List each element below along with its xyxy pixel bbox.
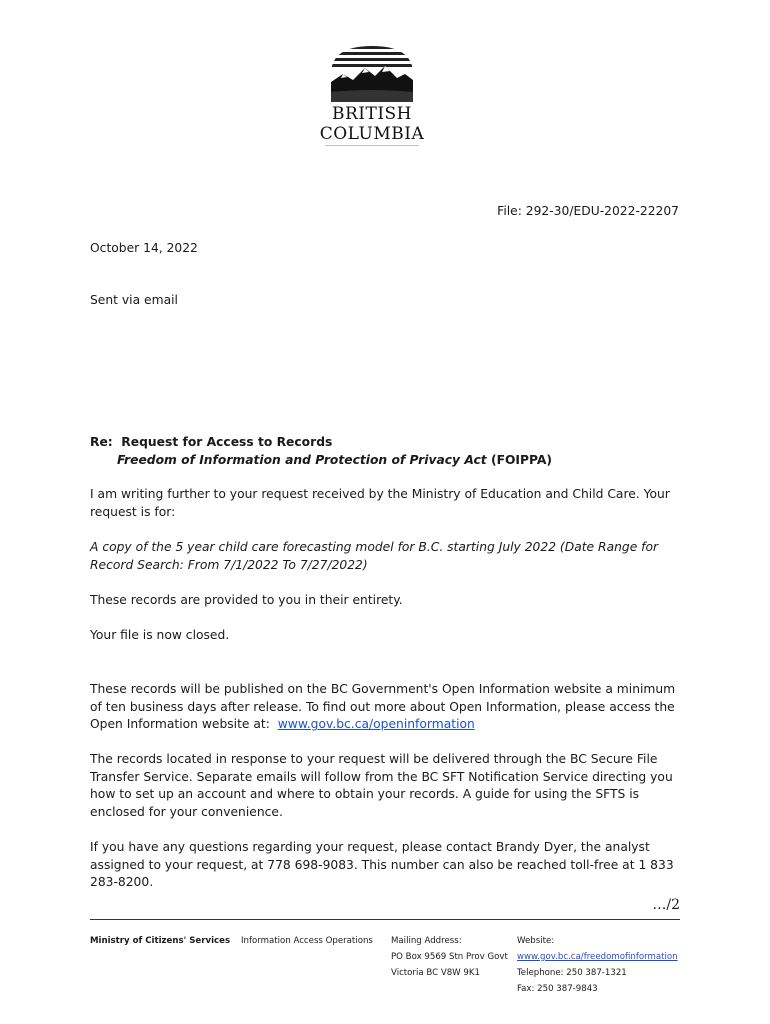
fax: Fax: 250 387-9843 [517, 984, 598, 994]
subject-title: Request for Access to Records [121, 435, 333, 449]
open-information-paragraph [90, 681, 690, 734]
website-label: Website: [517, 936, 555, 946]
contact-paragraph: If you have any questions regarding your request, please contact Brandy Dyer, the analyst assigned to your request, at 778 698-9083. This number can also be reached toll-free at 1 833 283-8200. [90, 840, 674, 890]
footer-ministry: Ministry of Citizens' Services [90, 936, 231, 946]
telephone: Telephone: 250 387-1321 [517, 968, 627, 978]
re-label: Re: [90, 435, 113, 449]
logo-text-line2: COLUMBIA [319, 124, 425, 144]
footer-website [517, 933, 678, 997]
mailing-line1: PO Box 9569 Stn Prov Govt [391, 952, 508, 962]
footer-divider [90, 919, 680, 920]
file-closed-paragraph: Your file is now closed. [90, 628, 230, 642]
mailing-line2: Victoria BC V8W 9K1 [391, 968, 480, 978]
open-information-text: These records will be published on the BC Government's Open Information website a minimum of ten business days after release. To find out more about Open Information, please access the Open Information website at: [90, 682, 676, 732]
website-link[interactable]: www.gov.bc.ca/freedomofinformation [517, 952, 678, 962]
bc-government-logo [313, 44, 431, 148]
logo-divider [325, 145, 419, 146]
subject-line [90, 433, 552, 451]
footer-mailing-address [391, 933, 508, 981]
act-line [90, 451, 552, 469]
mailing-label: Mailing Address: [391, 936, 462, 946]
intro-paragraph: I am writing further to your request received by the Ministry of Education and Child Care. Your request is for: [90, 487, 670, 519]
delivery-method: Sent via email [90, 293, 178, 307]
act-abbrev: (FOIPPA) [490, 453, 553, 467]
file-reference: File: 292-30/EDU-2022-22207 [497, 204, 679, 218]
footer-unit: Information Access Operations [241, 936, 373, 946]
request-description: A copy of the 5 year child care forecasting model for B.C. starting July 2022 (Date Range for Record Search: From 7/1/2022 To 7/27/2022) [90, 540, 659, 572]
records-status-paragraph: These records are provided to you in their entirety. [90, 593, 403, 607]
sfts-paragraph: The records located in response to your request will be delivered through the BC Secure File Transfer Service. Separate emails will follow from the BC SFT Notification Service directing you how to set up an account and where to obtain your records. A guide for using the SFTS is enclosed for your convenience. [90, 752, 673, 820]
open-information-link[interactable]: www.gov.bc.ca/openinformation [277, 717, 475, 732]
subject-block [90, 433, 552, 469]
logo-text-line1: BRITISH [331, 104, 413, 124]
mountain-sun-emblem-icon [313, 44, 431, 104]
page-indicator: …/2 [652, 897, 680, 913]
act-name: Freedom of Information and Protection of Privacy Act [117, 453, 487, 467]
letter-date: October 14, 2022 [90, 241, 198, 255]
